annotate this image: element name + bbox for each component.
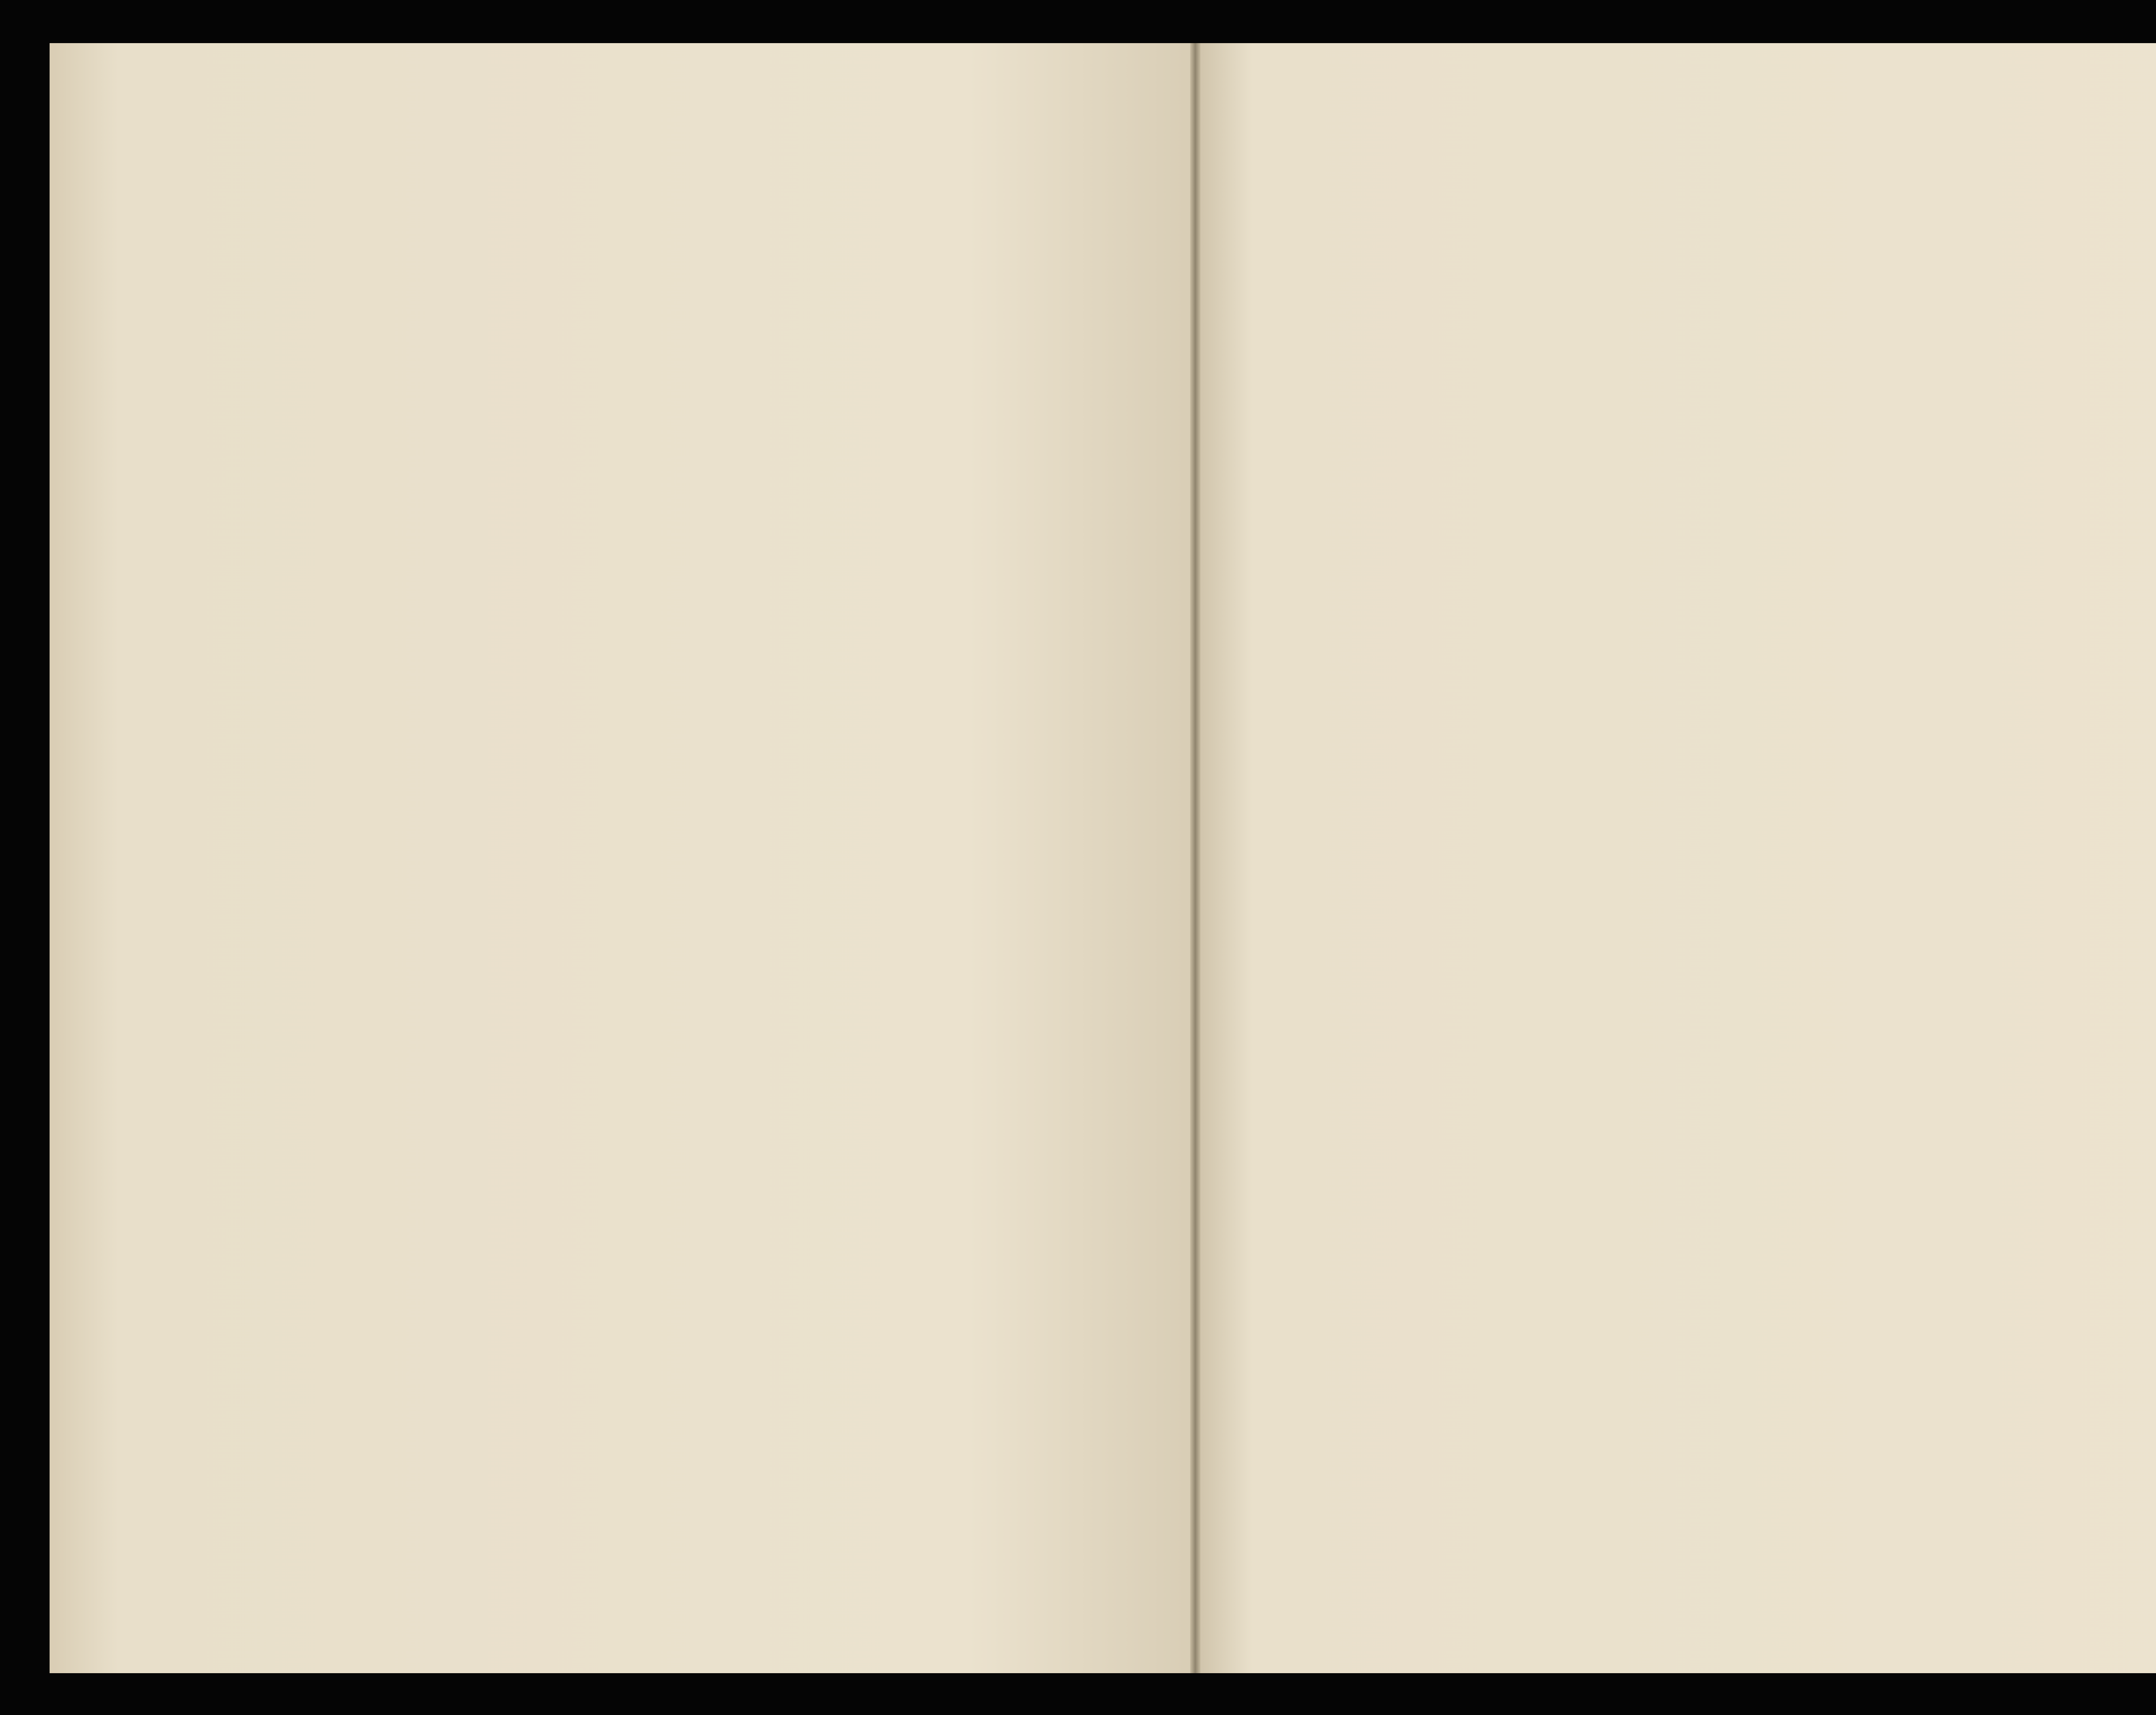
left-page	[50, 43, 1197, 1673]
book-spine	[1190, 43, 1200, 1673]
right-page	[1197, 43, 2156, 1673]
